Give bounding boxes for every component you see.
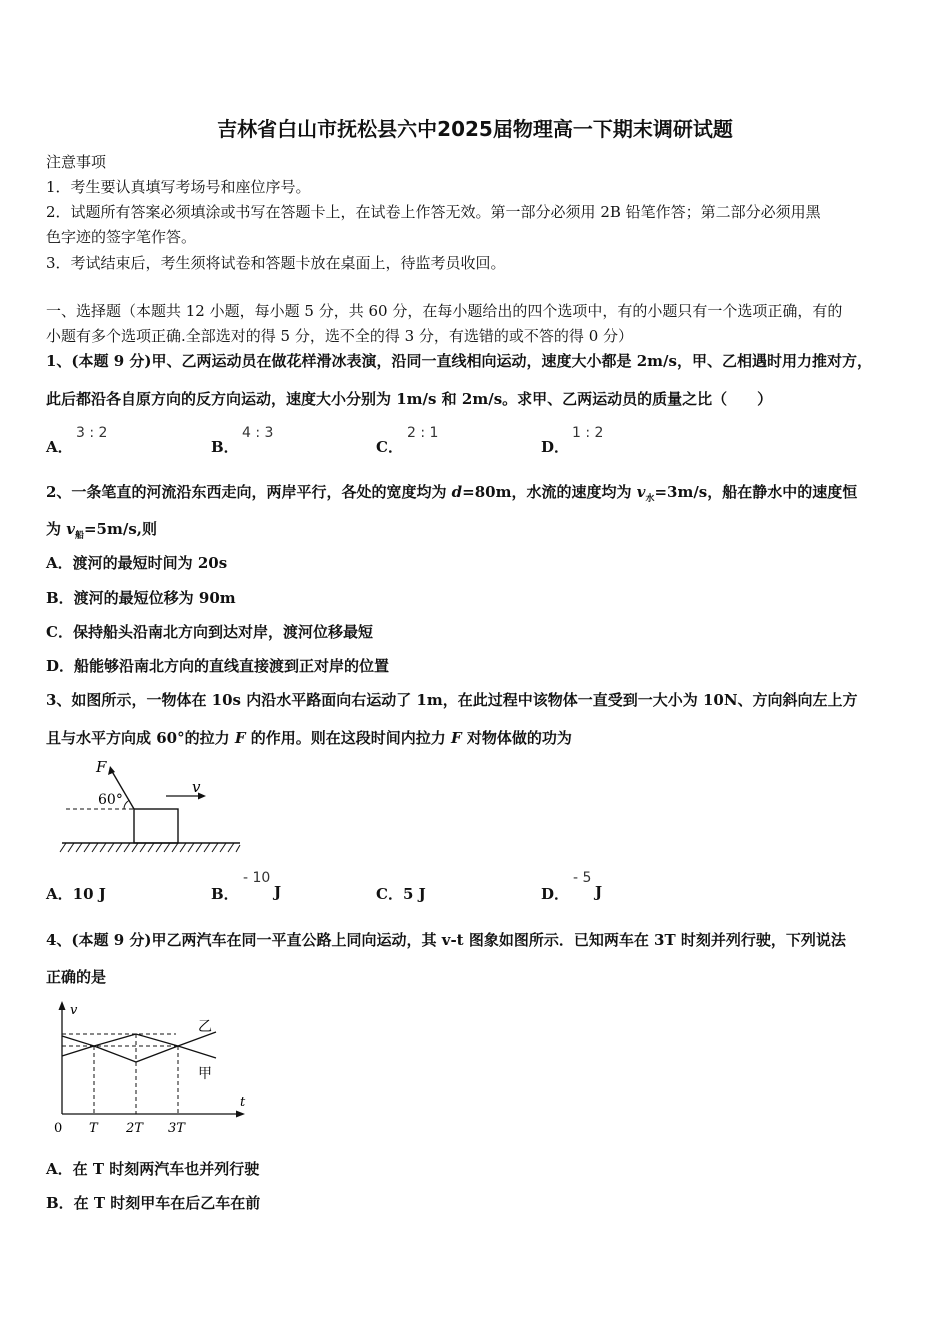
q3-block — [134, 809, 178, 843]
q2-line-1-a: 2、一条笔直的河流沿东西走向，两岸平行，各处的宽度均为 — [46, 483, 452, 501]
page-title: 吉林省白山市抚松县六中2025届物理高一下期末调研试题 — [217, 117, 733, 141]
q3-option-d-pre: - 5 — [573, 870, 592, 886]
q4-x-label: t — [240, 1095, 246, 1110]
q2-option-d: D．船能够沿南北方向的直线直接渡到正对岸的位置 — [46, 657, 390, 675]
q2-line-2-a: 为 — [46, 520, 67, 538]
q4-tick-2t: 2T — [126, 1121, 143, 1136]
q3-option-b-pre: - 10 — [243, 870, 271, 886]
q2-line-2-b: =5m/s,则 — [83, 520, 157, 538]
notice-item-2-cont: 色字迹的签字笔作答。 — [46, 228, 197, 246]
q2-line-1-c: =3m/s，船在静水中的速度恒 — [654, 483, 858, 501]
q1-line-1: 1、(本题 9 分)甲、乙两运动员在做花样滑冰表演，沿同一直线相向运动，速度大小都是 2m/s，甲、乙相遇时用力推对方， — [46, 352, 872, 370]
q4-curve-label-yi: 乙 — [198, 1019, 212, 1035]
q2-line-1 — [46, 482, 857, 509]
section-line-2: 小题有多个选项正确.全部选对的得 5 分，选不全的得 3 分，有选错的或不答的得 0 分） — [46, 327, 634, 345]
q2-option-a: A．渡河的最短时间为 20s — [46, 554, 228, 572]
q4-tick-t: T — [89, 1121, 98, 1136]
q4-option-b: B．在 T 时刻甲车在后乙车在前 — [46, 1194, 261, 1212]
q3-angle-arc — [124, 801, 129, 810]
q3-line-2-c: 对物体做的功为 — [461, 729, 572, 747]
q2-option-c: C．保持船头沿南北方向到达对岸，渡河位移最短 — [46, 623, 373, 641]
q4-curve-jia — [62, 1032, 216, 1062]
q4-line-2: 正确的是 — [46, 968, 107, 986]
q2-v-symbol: v — [636, 483, 646, 501]
q3-option-a-value: 10 J — [72, 885, 106, 903]
q3-option-d-letter: D． — [541, 885, 570, 903]
q3-f-symbol-2: F — [450, 729, 462, 747]
notice-item-3: 3．考试结束后，考生须将试卷和答题卡放在桌面上，待监考员收回。 — [46, 254, 506, 272]
q2-line-2 — [46, 519, 157, 546]
q4-curve-label-jia: 甲 — [198, 1066, 212, 1082]
q3-option-a — [46, 883, 106, 904]
q4-tick-0: 0 — [54, 1121, 63, 1136]
q3-option-d-value: J — [595, 883, 603, 901]
q3-option-c-value: 5 J — [402, 885, 426, 903]
q3-ground-hatching — [60, 843, 240, 852]
q2-option-b: B．渡河的最短位移为 90m — [46, 589, 236, 607]
q3-option-b-value: J — [274, 883, 282, 901]
q1-option-d-value: 1 : 2 — [572, 425, 604, 441]
q3-velocity-label: v — [192, 778, 201, 796]
notice-item-2: 2．试题所有答案必须填涂或书写在答题卡上，在试卷上作答无效。第一部分必须用 2B 铅笔作答；第二部分必须用黑 — [46, 203, 821, 221]
notice-item-1: 1．考生要认真填写考场号和座位序号。 — [46, 178, 311, 196]
q1-line-2: 此后都沿各自原方向的反方向运动，速度大小分别为 1m/s 和 2m/s。求甲、乙两运动员的质量之比（ ） — [46, 390, 773, 408]
q3-line-2-b: 的作用。则在这段时间内拉力 — [245, 729, 451, 747]
q1-option-a-value: 3 : 2 — [76, 425, 108, 441]
q4-vt-graph — [44, 996, 254, 1138]
q3-option-a-letter: A． — [46, 885, 73, 903]
q1-option-b-value: 4 : 3 — [242, 425, 274, 441]
q4-line-1: 4、(本题 9 分)甲乙两汽车在同一平直公路上同向运动，其 v-t 图象如图所示．已知两车在 3T 时刻并列行驶，下列说法 — [46, 931, 846, 949]
q3-f-symbol: F — [234, 729, 246, 747]
q4-x-axis-arrowhead — [236, 1111, 245, 1118]
q1-option-c-value: 2 : 1 — [407, 425, 439, 441]
q4-option-a: A．在 T 时刻两汽车也并列行驶 — [46, 1160, 260, 1178]
q3-force-diagram — [58, 758, 243, 858]
q4-y-label: v — [70, 1003, 78, 1018]
q2-v2-subscript: 船 — [74, 531, 84, 541]
q4-tick-3t: 3T — [168, 1121, 185, 1136]
q2-v2-symbol: v — [66, 520, 75, 538]
q3-option-c-letter: C． — [376, 885, 403, 903]
q2-line-1-b: =80m，水流的速度均为 — [462, 483, 637, 501]
q2-v-subscript: 水 — [645, 494, 655, 504]
q1-option-a-letter: A． — [46, 438, 73, 456]
q3-force-label: F — [96, 758, 107, 776]
q3-line-2-a: 且与水平方向成 60°的拉力 — [46, 729, 235, 747]
q4-y-axis-arrowhead — [59, 1001, 66, 1010]
q1-option-d-letter: D． — [541, 438, 570, 456]
q3-option-b-letter: B． — [211, 885, 239, 903]
q1-option-b-letter: B． — [211, 438, 239, 456]
section-line-1: 一、选择题（本题共 12 小题，每小题 5 分，共 60 分，在每小题给出的四个选项中，有的小题只有一个选项正确，有的 — [46, 302, 843, 320]
q1-option-c-letter: C． — [376, 438, 403, 456]
q3-line-1: 3、如图所示，一物体在 10s 内沿水平路面向右运动了 1m，在此过程中该物体一直受到一大小为 10N、方向斜向左上方 — [46, 691, 858, 709]
q3-option-c — [376, 883, 426, 904]
q2-d-symbol: d — [451, 483, 463, 501]
q3-line-2 — [46, 728, 572, 748]
q3-angle-label: 60° — [98, 792, 123, 808]
notice-heading: 注意事项 — [46, 153, 107, 171]
